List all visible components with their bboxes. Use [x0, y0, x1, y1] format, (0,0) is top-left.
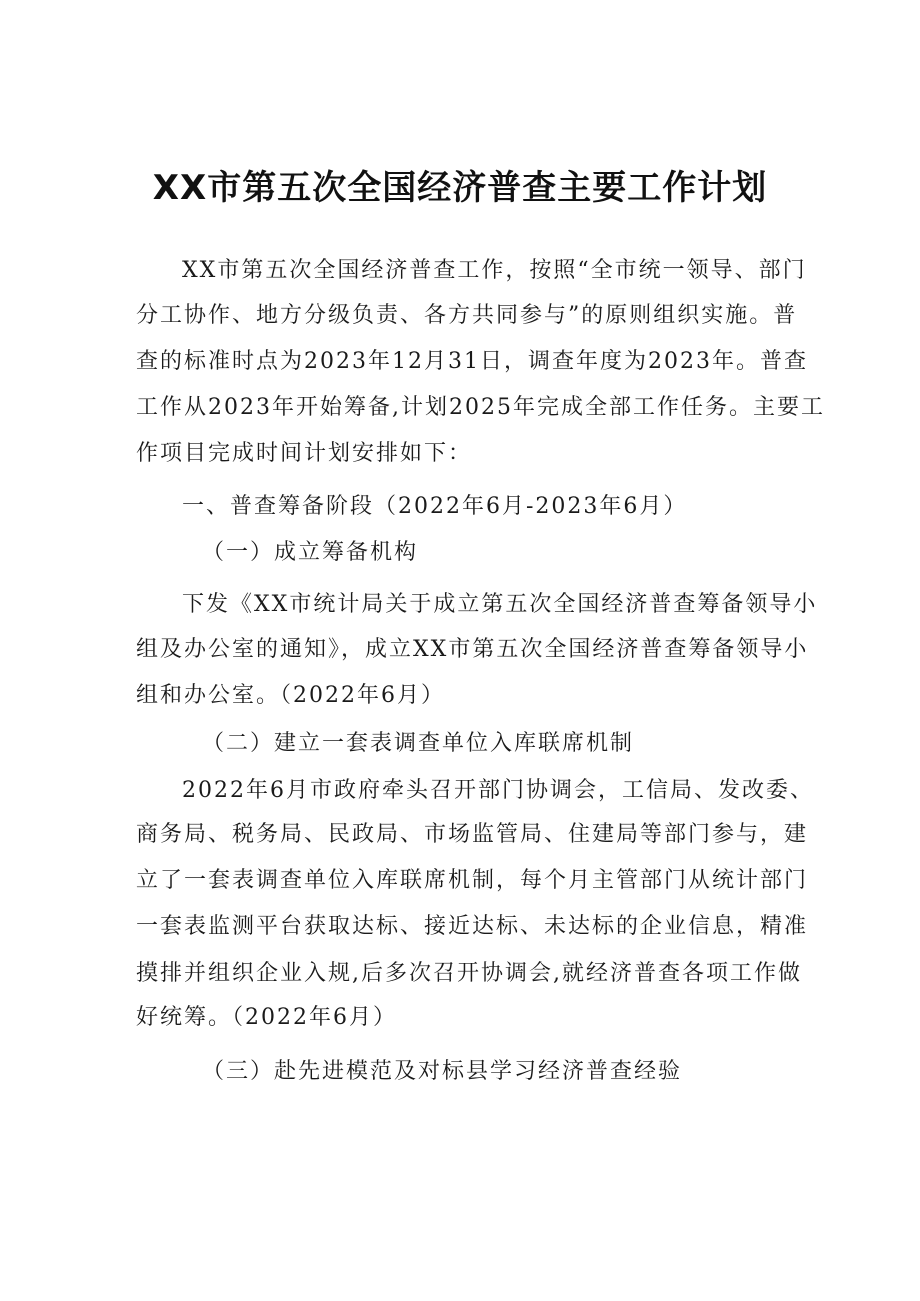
- paragraph-line: 组及办公室的通知》，成立XX市第五次全国经济普查筹备领导小: [136, 637, 809, 662]
- intro-line: 分工协作、地方分级负责、各方共同参与”的原则组织实施。普: [136, 303, 798, 328]
- section-heading: 一、普查筹备阶段（2022年6月-2023年6月）: [182, 494, 688, 519]
- paragraph-line: 商务局、税务局、民政局、市场监管局、住建局等部门参与，建: [136, 822, 809, 847]
- intro-line: 查的标准时点为2023年12月31日，调查年度为2023年。普查: [136, 349, 808, 374]
- intro-line: 作项目完成时间计划安排如下：: [136, 441, 473, 466]
- paragraph-line: 下发《XX市统计局关于成立第五次全国经济普查筹备领导小: [182, 592, 818, 617]
- intro-line: 工作从2023年开始筹备,计划2025年完成全部工作任务。主要工: [136, 395, 825, 420]
- paragraph-line: 立了一套表调查单位入库联席机制，每个月主管部门从统计部门: [136, 868, 809, 893]
- subsection-heading: （二）建立一套表调查单位入库联席机制: [202, 731, 635, 756]
- document-title: XX市第五次全国经济普查主要工作计划: [152, 168, 768, 208]
- paragraph-line: 组和办公室。（2022年6月）: [136, 683, 445, 708]
- subsection-heading: （一）成立筹备机构: [202, 540, 419, 565]
- intro-line: XX市第五次全国经济普查工作，按照“全市统一领导、部门: [182, 258, 807, 283]
- paragraph-line: 一套表监测平台获取达标、接近达标、未达标的企业信息，精准: [136, 914, 809, 939]
- subsection-heading: （三）赴先进模范及对标县学习经济普查经验: [202, 1059, 683, 1084]
- paragraph-line: 摸排并组织企业入规,后多次召开协调会,就经济普查各项工作做: [136, 961, 802, 986]
- paragraph-line: 好统筹。（2022年6月）: [136, 1005, 397, 1030]
- paragraph-line: 2022年6月市政府牵头召开部门协调会，工信局、发改委、: [182, 778, 814, 803]
